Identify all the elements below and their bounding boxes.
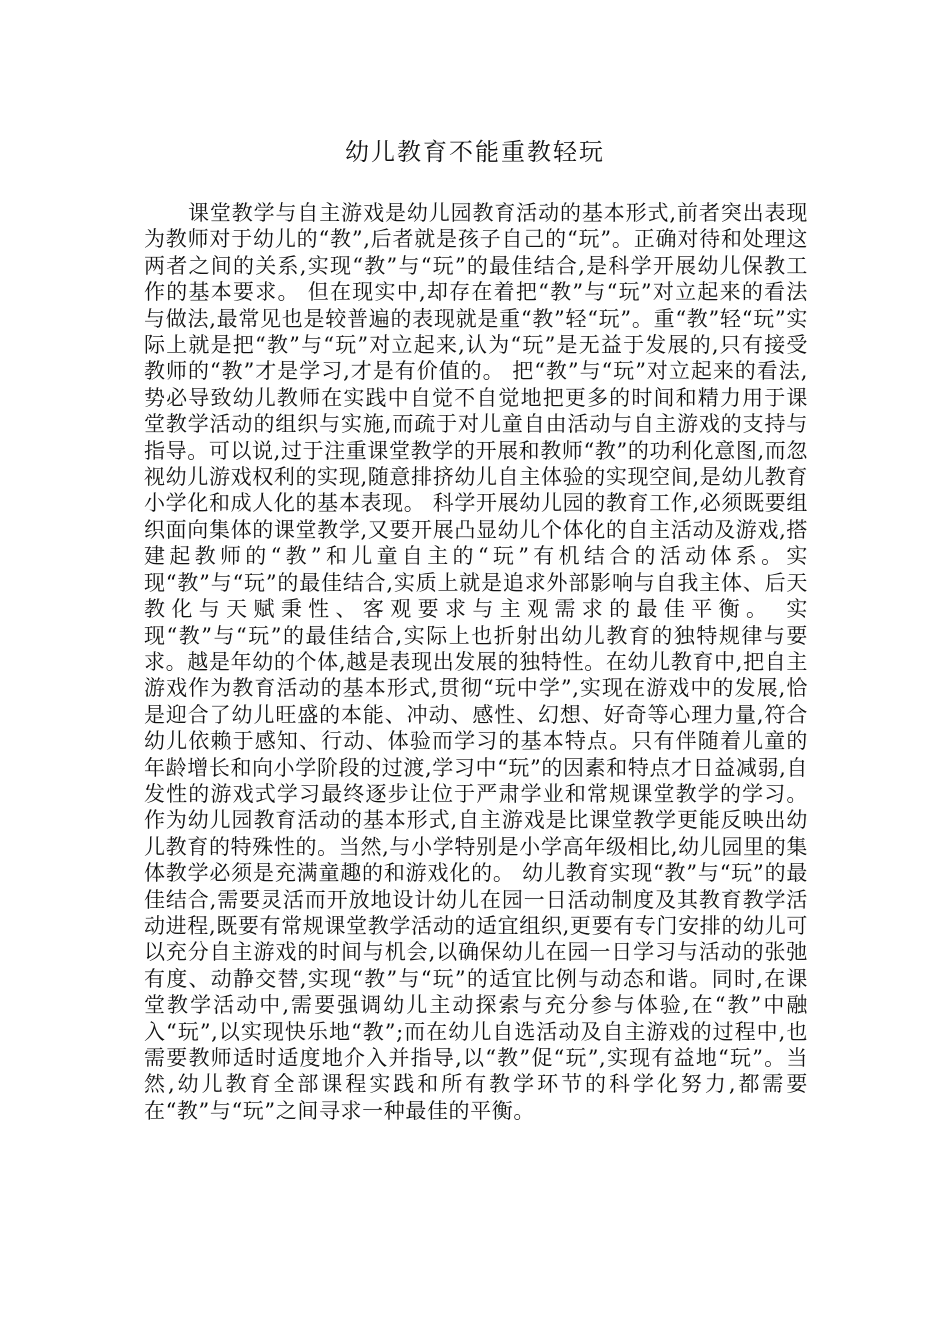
document-title: 幼儿教育不能重教轻玩 <box>345 138 605 166</box>
document-body-paragraph: 课堂教学与自主游戏是幼儿园教育活动的基本形式,前者突出表现为教师对于幼儿的“教”,后者就是孩子自己的“玩”。正确对待和处理这两者之间的关系,实现“教”与“玩”的最佳结合,是科学开展幼儿保教工作的基本要求。 但在现实中,却存在着把“教”与“玩”对立起来的看法与做法,最常见也是较普遍的表现就是重“教”轻“玩”。重“教”轻“玩”实际上就是把“教”与“玩”对立起来,认为“玩”是无益于发展的,只有接受教师的“教”才是学习,才是有价值的。 把“教”与“玩”对立起来的看法,势必导致幼儿教师在实践中自觉不自觉地把更多的时间和精力用于课堂教学活动的组织与实施,而疏于对儿童自由活动与自主游戏的支持与指导。可以说,过于注重课堂教学的开展和教师“教”的功利化意图,而忽视幼儿游戏权利的实现,随意排挤幼儿自主体验的实现空间,是幼儿教育小学化和成人化的基本表现。 科学开展幼儿园的教育工作,必须既要组织面向集体的课堂教学,又要开展凸显幼儿个体化的自主活动及游戏,搭建起教师的“教”和儿童自主的“玩”有机结合的活动体系。实现“教”与“玩”的最佳结合,实质上就是追求外部影响与自我主体、后天教化与天赋秉性、客观要求与主观需求的最佳平衡。 实现“教”与“玩”的最佳结合,实际上也折射出幼儿教育的独特规律与要求。越是年幼的个体,越是表现出发展的独特性。在幼儿教育中,把自主游戏作为教育活动的基本形式,贯彻“玩中学”,实现在游戏中的发展,恰是迎合了幼儿旺盛的本能、冲动、感性、幻想、好奇等心理力量,符合幼儿依赖于感知、行动、体验而学习的基本特点。只有伴随着儿童的年龄增长和向小学阶段的过渡,学习中“玩”的因素和特点才日益减弱,自发性的游戏式学习最终逐步让位于严肃学业和常规课堂教学的学习。作为幼儿园教育活动的基本形式,自主游戏是比课堂教学更能反映出幼儿教育的特殊性的。当然,与小学特别是小学高年级相比,幼儿园里的集体教学必须是充满童趣的和游戏化的。 幼儿教育实现“教”与“玩”的最佳结合,需要灵活而开放地设计幼儿在园一日活动制度及其教育教学活动进程,既要有常规课堂教学活动的适宜组织,更要有专门安排的幼儿可以充分自主游戏的时间与机会,以确保幼儿在园一日学习与活动的张弛有度、动静交替,实现“教”与“玩”的适宜比例与动态和谐。同时,在课堂教学活动中,需要强调幼儿主动探索与充分参与体验,在“教”中融入“玩”,以实现快乐地“教”;而在幼儿自选活动及自主游戏的过程中,也需要教师适时适度地介入并指导,以“教”促“玩”,实现有益地“玩”。当然,幼儿教育全部课程实践和所有教学环节的科学化努力,都需要在“教”与“玩”之间寻求一种最佳的平衡。 <box>144 201 808 1123</box>
